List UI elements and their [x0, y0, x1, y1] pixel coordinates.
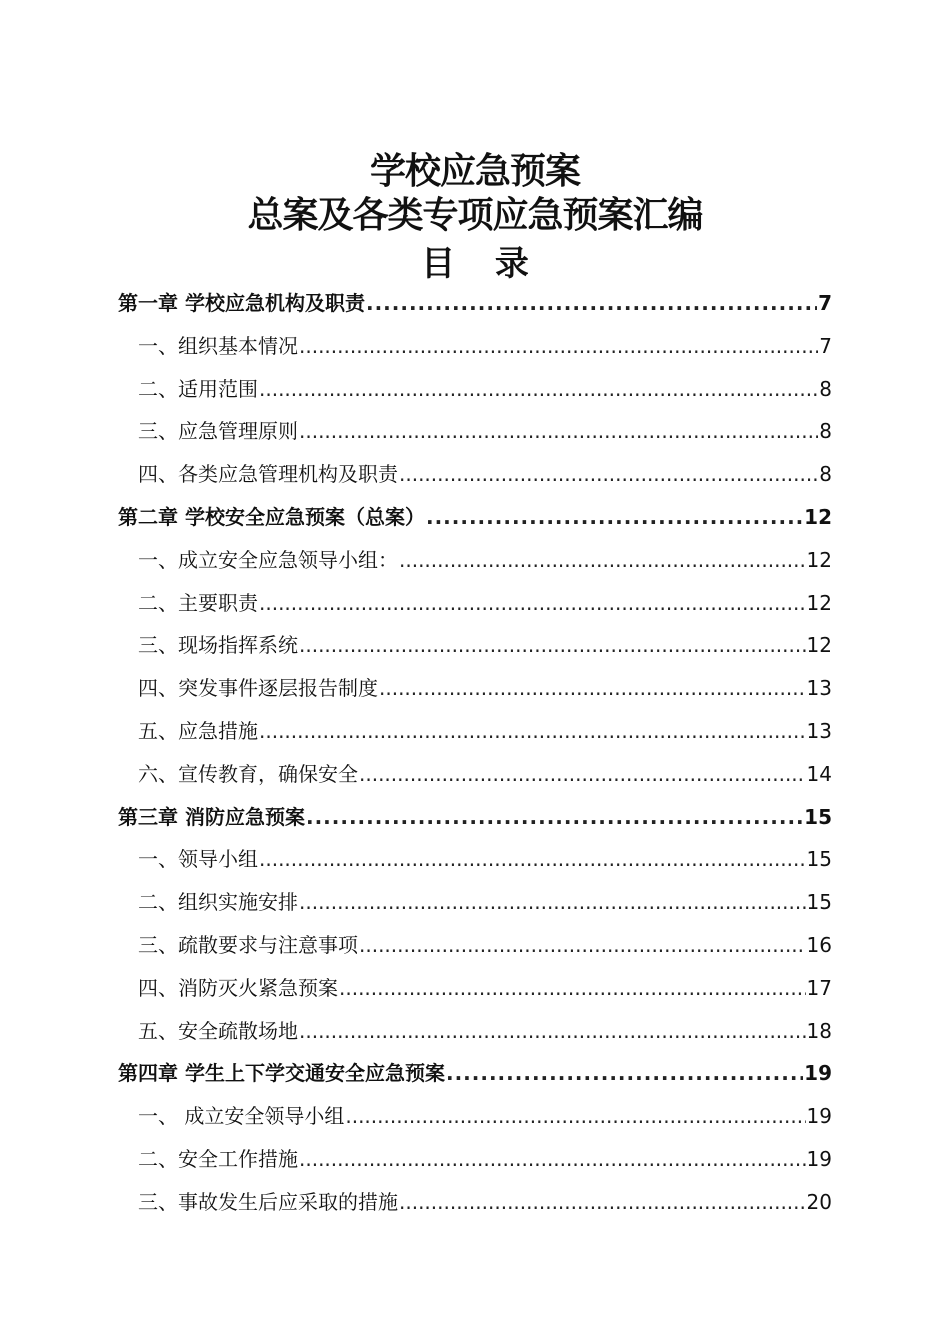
- toc-entry-label: 一、领导小组: [138, 847, 258, 872]
- toc-dot-leader: [299, 1138, 806, 1181]
- toc-heading: 目 录: [421, 244, 543, 284]
- toc-section-entry[interactable]: [118, 325, 832, 368]
- toc-dot-leader: [339, 967, 806, 1010]
- toc-entry-label: 一、 成立安全领导小组: [138, 1104, 345, 1129]
- toc-entry-label: 第四章 学生上下学交通安全应急预案: [118, 1061, 445, 1086]
- toc-entry-page-number: 15: [806, 890, 832, 915]
- toc-entry-page-number: 12: [806, 590, 832, 615]
- toc-dot-leader: [299, 881, 806, 924]
- table-of-contents: [118, 282, 832, 1224]
- toc-entry-page-number: 16: [806, 932, 832, 957]
- toc-entry-page-number: 7: [818, 291, 832, 315]
- toc-section-entry[interactable]: [118, 539, 832, 582]
- toc-section-entry[interactable]: [118, 924, 832, 967]
- toc-dot-leader: [399, 539, 806, 582]
- toc-dot-leader: [259, 838, 806, 881]
- toc-entry-label: 第二章 学校安全应急预案（总案）: [118, 504, 425, 529]
- toc-entry-label: 二、主要职责: [138, 590, 258, 615]
- toc-dot-leader: [299, 624, 806, 667]
- toc-entry-page-number: 13: [806, 718, 832, 743]
- toc-dot-leader: [299, 1010, 806, 1053]
- toc-entry-page-number: 19: [806, 1104, 832, 1129]
- toc-entry-label: 三、应急管理原则: [138, 419, 298, 444]
- toc-dot-leader: [259, 368, 818, 411]
- toc-entry-page-number: 15: [804, 804, 832, 829]
- toc-section-entry[interactable]: [118, 838, 832, 881]
- toc-dot-leader: [359, 753, 806, 796]
- toc-section-entry[interactable]: [118, 1138, 832, 1181]
- toc-entry-label: 二、组织实施安排: [138, 890, 298, 915]
- toc-section-entry[interactable]: [118, 967, 832, 1010]
- toc-section-entry[interactable]: [118, 1010, 832, 1053]
- toc-section-entry[interactable]: [118, 1181, 832, 1224]
- toc-entry-page-number: 20: [806, 1189, 832, 1214]
- toc-chapter-entry[interactable]: [118, 496, 832, 539]
- toc-entry-page-number: 12: [806, 547, 832, 572]
- toc-entry-label: 三、现场指挥系统: [138, 633, 298, 658]
- toc-entry-label: 二、安全工作措施: [138, 1146, 298, 1171]
- toc-entry-label: 第三章 消防应急预案: [118, 804, 305, 829]
- toc-entry-page-number: 18: [806, 1018, 832, 1043]
- toc-entry-page-number: 19: [804, 1061, 832, 1086]
- toc-section-entry[interactable]: [118, 667, 832, 710]
- toc-entry-page-number: 14: [806, 761, 832, 786]
- toc-entry-label: 一、成立安全应急领导小组：: [138, 547, 398, 572]
- toc-dot-leader: [359, 924, 806, 967]
- toc-entry-page-number: 17: [806, 975, 832, 1000]
- toc-dot-leader: [259, 582, 806, 625]
- toc-entry-label: 五、应急措施: [138, 718, 258, 743]
- toc-entry-label: 三、事故发生后应采取的措施: [138, 1189, 398, 1214]
- toc-section-entry[interactable]: [118, 624, 832, 667]
- toc-entry-label: 一、组织基本情况: [138, 333, 298, 358]
- toc-section-entry[interactable]: [118, 368, 832, 411]
- toc-chapter-entry[interactable]: [118, 282, 832, 325]
- toc-chapter-entry[interactable]: [118, 796, 832, 839]
- toc-entry-page-number: 12: [806, 633, 832, 658]
- toc-section-entry[interactable]: [118, 582, 832, 625]
- toc-entry-page-number: 13: [806, 676, 832, 701]
- toc-section-entry[interactable]: [118, 710, 832, 753]
- toc-dot-leader: [379, 667, 806, 710]
- title-block: [0, 150, 950, 288]
- toc-dot-leader: [345, 1095, 805, 1138]
- toc-dot-leader: [426, 496, 803, 539]
- toc-section-entry[interactable]: [118, 453, 832, 496]
- toc-entry-label: 四、各类应急管理机构及职责: [138, 462, 398, 487]
- toc-dot-leader: [299, 410, 818, 453]
- toc-dot-leader: [259, 710, 806, 753]
- toc-dot-leader: [399, 1181, 806, 1224]
- toc-entry-page-number: 8: [819, 376, 832, 401]
- toc-entry-label: 六、宣传教育，确保安全: [138, 761, 358, 786]
- toc-section-entry[interactable]: [118, 1095, 832, 1138]
- toc-entry-label: 第一章 学校应急机构及职责: [118, 291, 365, 315]
- toc-chapter-entry[interactable]: [118, 1052, 832, 1095]
- toc-entry-label: 四、突发事件逐层报告制度: [138, 676, 378, 701]
- toc-section-entry[interactable]: [118, 753, 832, 796]
- toc-entry-page-number: 15: [806, 847, 832, 872]
- toc-section-entry[interactable]: [118, 410, 832, 453]
- toc-entry-page-number: 12: [804, 504, 832, 529]
- document-subtitle: 总案及各类专项应急预案汇编: [247, 195, 703, 236]
- toc-dot-leader: [299, 325, 818, 368]
- toc-dot-leader: [366, 282, 817, 325]
- toc-entry-page-number: 8: [819, 419, 832, 444]
- toc-dot-leader: [446, 1052, 803, 1095]
- toc-dot-leader: [399, 453, 818, 496]
- toc-entry-page-number: 19: [806, 1146, 832, 1171]
- toc-entry-label: 五、安全疏散场地: [138, 1018, 298, 1043]
- toc-entry-label: 四、消防灭火紧急预案: [138, 975, 338, 1000]
- document-title: 学校应急预案: [369, 151, 580, 192]
- toc-entry-label: 三、疏散要求与注意事项: [138, 932, 358, 957]
- toc-section-entry[interactable]: [118, 881, 832, 924]
- toc-entry-page-number: 8: [819, 462, 832, 487]
- toc-dot-leader: [306, 796, 803, 839]
- toc-entry-label: 二、适用范围: [138, 376, 258, 401]
- toc-entry-page-number: 7: [819, 333, 832, 358]
